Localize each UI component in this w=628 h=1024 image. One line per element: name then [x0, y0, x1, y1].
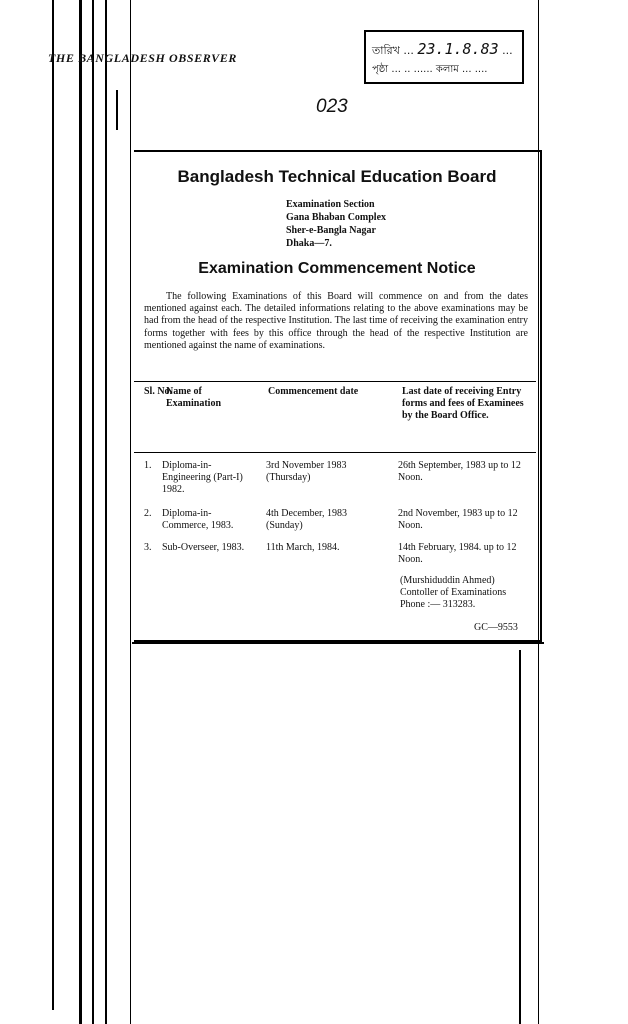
binding-line: [79, 0, 82, 1024]
address-line: Dhaka—7.: [286, 238, 332, 249]
stamp-date-value: 23.1.8.83: [417, 40, 499, 58]
binding-line: [130, 0, 131, 1024]
table-cell-sl: 1.: [144, 460, 152, 471]
header-commencement: Commencement date: [268, 386, 359, 397]
address-line: Sher-e-Bangla Nagar: [286, 225, 376, 236]
binding-line: [116, 90, 118, 130]
stamp-page-label: পৃষ্ঠা: [372, 64, 389, 75]
stamp-page-row: পৃষ্ঠা ... .. ...... কলাম ... ....: [372, 64, 488, 75]
table-cell-commencement: 4th December, 1983 (Sunday): [266, 508, 347, 531]
address-line: Examination Section: [286, 199, 375, 210]
table-cell-name: Diploma-in-Engineering (Part-I) 1982.: [162, 460, 243, 495]
binding-line: [105, 0, 107, 1024]
table-cell-name: Sub-Overseer, 1983.: [162, 542, 245, 553]
notice-body: The following Examinations of this Board will commence on and from the dates mentioned against each. The detailed informations relating to the above examinations may be had from the head of the respective Institution. The last time of receiving the examination entry forms together with fees by this office through the head of the respective Institution are mentioned against the name of examinations.: [144, 291, 528, 351]
table-cell-last-date: 2nd November, 1983 up to 12 Noon.: [398, 508, 518, 531]
stamp-date-row: তারিখ ... 23.1.8.83 ...: [372, 40, 513, 58]
notice-box: [134, 150, 542, 642]
signatory-name: (Murshiduddin Ahmed): [400, 575, 495, 586]
address-block: [286, 198, 386, 250]
reference-number: GC—9553: [474, 622, 518, 633]
table-cell-commencement: 3rd November 1983 (Thursday): [266, 460, 347, 483]
stamp-date-label: তারিখ: [372, 44, 400, 57]
header-sl: Sl. No.: [144, 386, 173, 397]
table-top-rule: [134, 381, 536, 382]
signature-block: [400, 575, 506, 611]
page-number: 023: [316, 96, 348, 117]
table-cell-last-date: 26th September, 1983 up to 12 Noon.: [398, 460, 521, 483]
header-last-date: Last date of receiving Entry forms and fees of Examinees by the Board Office.: [402, 386, 524, 421]
address-line: Gana Bhaban Complex: [286, 212, 387, 223]
signatory-title: Contoller of Examinations: [400, 587, 507, 598]
binding-line: [52, 0, 54, 1010]
table-cell-name: Diploma-in-Commerce, 1983.: [162, 508, 234, 531]
header-name: Name of Examination: [166, 386, 222, 409]
notice-heading: Examination Commencement Notice: [198, 260, 476, 277]
clipping-bottom-rule: [132, 642, 544, 644]
table-cell-sl: 2.: [144, 508, 152, 519]
signatory-phone: Phone :— 313283.: [400, 599, 476, 610]
binding-line: [92, 0, 94, 1024]
stamp-column-label: কলাম: [435, 64, 459, 75]
binding-line: [519, 650, 521, 1024]
date-stamp: [364, 30, 524, 84]
table-cell-commencement: 11th March, 1984.: [266, 542, 340, 553]
table-header-rule: [134, 452, 536, 453]
table-cell-sl: 3.: [144, 542, 152, 553]
newspaper-name: THE BANGLADESH OBSERVER: [48, 51, 237, 65]
board-name: Bangladesh Technical Education Board: [177, 167, 497, 186]
table-cell-last-date: 14th February, 1984. up to 12 Noon.: [398, 542, 517, 565]
